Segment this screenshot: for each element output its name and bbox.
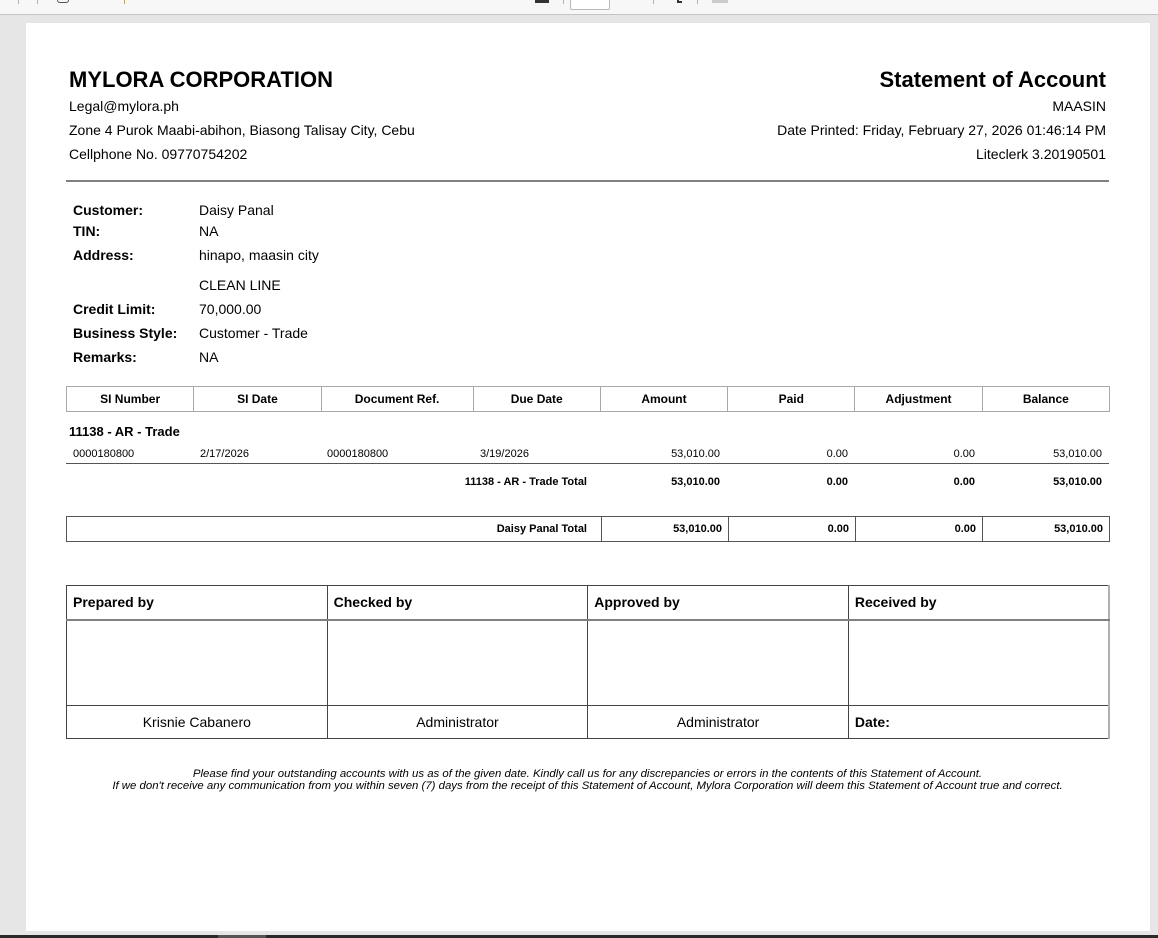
- toolbar-separator: [697, 0, 698, 4]
- column-header-document-ref: Document Ref.: [321, 387, 473, 412]
- address-line2: CLEAN LINE: [199, 277, 281, 293]
- checked-by-name: Administrator: [327, 706, 588, 739]
- prepared-by-signature-area: [67, 620, 328, 706]
- column-header-paid: Paid: [728, 387, 855, 412]
- remarks-label: Remarks:: [73, 349, 137, 365]
- prepared-by-header: Prepared by: [67, 586, 328, 620]
- column-header-balance: Balance: [982, 387, 1109, 412]
- checked-by-header: Checked by: [327, 586, 588, 620]
- toolbar-separator: [563, 0, 564, 4]
- column-header-adjustment: Adjustment: [855, 387, 982, 412]
- branch-name: MAASIN: [1052, 98, 1106, 114]
- header-divider: [66, 180, 1109, 182]
- paid-cell: 0.00: [826, 448, 848, 460]
- address-label: Address:: [73, 247, 134, 263]
- company-name: MYLORA CORPORATION: [69, 67, 333, 92]
- column-header-si-date: SI Date: [194, 387, 321, 412]
- toolbar-separator: [37, 0, 38, 4]
- signature-table: [66, 585, 1110, 739]
- viewer-toolbar: [0, 0, 1158, 15]
- toolbar-separator: [18, 0, 19, 4]
- group-total-balance: 53,010.00: [1053, 476, 1102, 488]
- group-total-paid: 0.00: [826, 476, 848, 488]
- tin-value: NA: [199, 223, 219, 239]
- approved-by-signature-area: [588, 620, 849, 706]
- company-phone: Cellphone No. 09770754202: [69, 146, 248, 162]
- column-header-due-date: Due Date: [473, 387, 600, 412]
- adjustment-cell: 0.00: [953, 448, 975, 460]
- group-total-row: [66, 472, 1109, 492]
- customer-total-balance: 53,010.00: [983, 517, 1110, 542]
- cursor-tool-icon[interactable]: [677, 0, 682, 3]
- amount-cell: 53,010.00: [671, 448, 720, 460]
- company-address: Zone 4 Purok Maabi-abihon, Biasong Talisay City, Cebu: [69, 122, 415, 138]
- customer-total-paid: 0.00: [729, 517, 856, 542]
- customer-total-amount: 53,010.00: [602, 517, 729, 542]
- page-number-input[interactable]: [570, 0, 610, 10]
- column-header-amount: Amount: [600, 387, 727, 412]
- table-row: [66, 444, 1109, 464]
- approved-by-name: Administrator: [588, 706, 849, 739]
- group-total-amount: 53,010.00: [671, 476, 720, 488]
- page-layout-icon[interactable]: [535, 0, 549, 3]
- column-header-si-number: SI Number: [67, 387, 194, 412]
- prepared-by-name: Krisnie Cabanero: [67, 706, 328, 739]
- customer-label: Customer:: [73, 202, 144, 218]
- customer-total-label: Daisy Panal Total: [67, 517, 602, 542]
- credit-limit-label: Credit Limit:: [73, 301, 156, 317]
- date-printed: Date Printed: Friday, February 27, 2026 01:46:14 PM: [777, 122, 1106, 138]
- tin-label: TIN:: [73, 223, 101, 239]
- more-tools-icon[interactable]: [712, 0, 728, 3]
- received-date-label: Date:: [848, 706, 1109, 739]
- received-by-header: Received by: [848, 586, 1109, 620]
- document-ref-cell: 0000180800: [327, 448, 389, 460]
- si-date-cell: 2/17/2026: [200, 448, 249, 460]
- customer-total-adjustment: 0.00: [856, 517, 983, 542]
- customer-total-row: [66, 516, 1110, 542]
- customer-value: Daisy Panal: [199, 202, 274, 218]
- software-version: Liteclerk 3.20190501: [976, 146, 1106, 162]
- toolbar-separator: [653, 0, 654, 4]
- credit-limit-value: 70,000.00: [199, 301, 262, 317]
- footer-note-line1: Please find your outstanding accounts with us as of the given date. Kindly call us for any discrepancies or errors in the contents of this Statement of Account.: [192, 768, 983, 780]
- company-email: Legal@mylora.ph: [69, 98, 179, 114]
- document-title: Statement of Account: [879, 67, 1106, 92]
- approved-by-header: Approved by: [588, 586, 849, 620]
- toolbar-separator: [124, 0, 125, 4]
- remarks-value: NA: [199, 349, 219, 365]
- si-number-cell: 0000180800: [73, 448, 135, 460]
- due-date-cell: 3/19/2026: [480, 448, 529, 460]
- received-by-signature-area: [848, 620, 1109, 706]
- business-style-value: Customer - Trade: [199, 325, 308, 341]
- footer-note-line2: If we don't receive any communication from you within seven (7) days from the receipt of this Statement of Account, Mylora Corporation will deem this Statement of Account true and correct.: [112, 780, 1063, 792]
- print-icon[interactable]: [57, 0, 69, 3]
- checked-by-signature-area: [327, 620, 588, 706]
- business-style-label: Business Style:: [73, 325, 178, 341]
- balance-cell: 53,010.00: [1053, 448, 1102, 460]
- account-group-label: 11138 - AR - Trade: [69, 424, 180, 439]
- statement-table-header: [66, 386, 1110, 412]
- group-total-label: 11138 - AR - Trade Total: [464, 476, 587, 488]
- address-value: hinapo, maasin city: [199, 247, 319, 263]
- group-total-adjustment: 0.00: [953, 476, 975, 488]
